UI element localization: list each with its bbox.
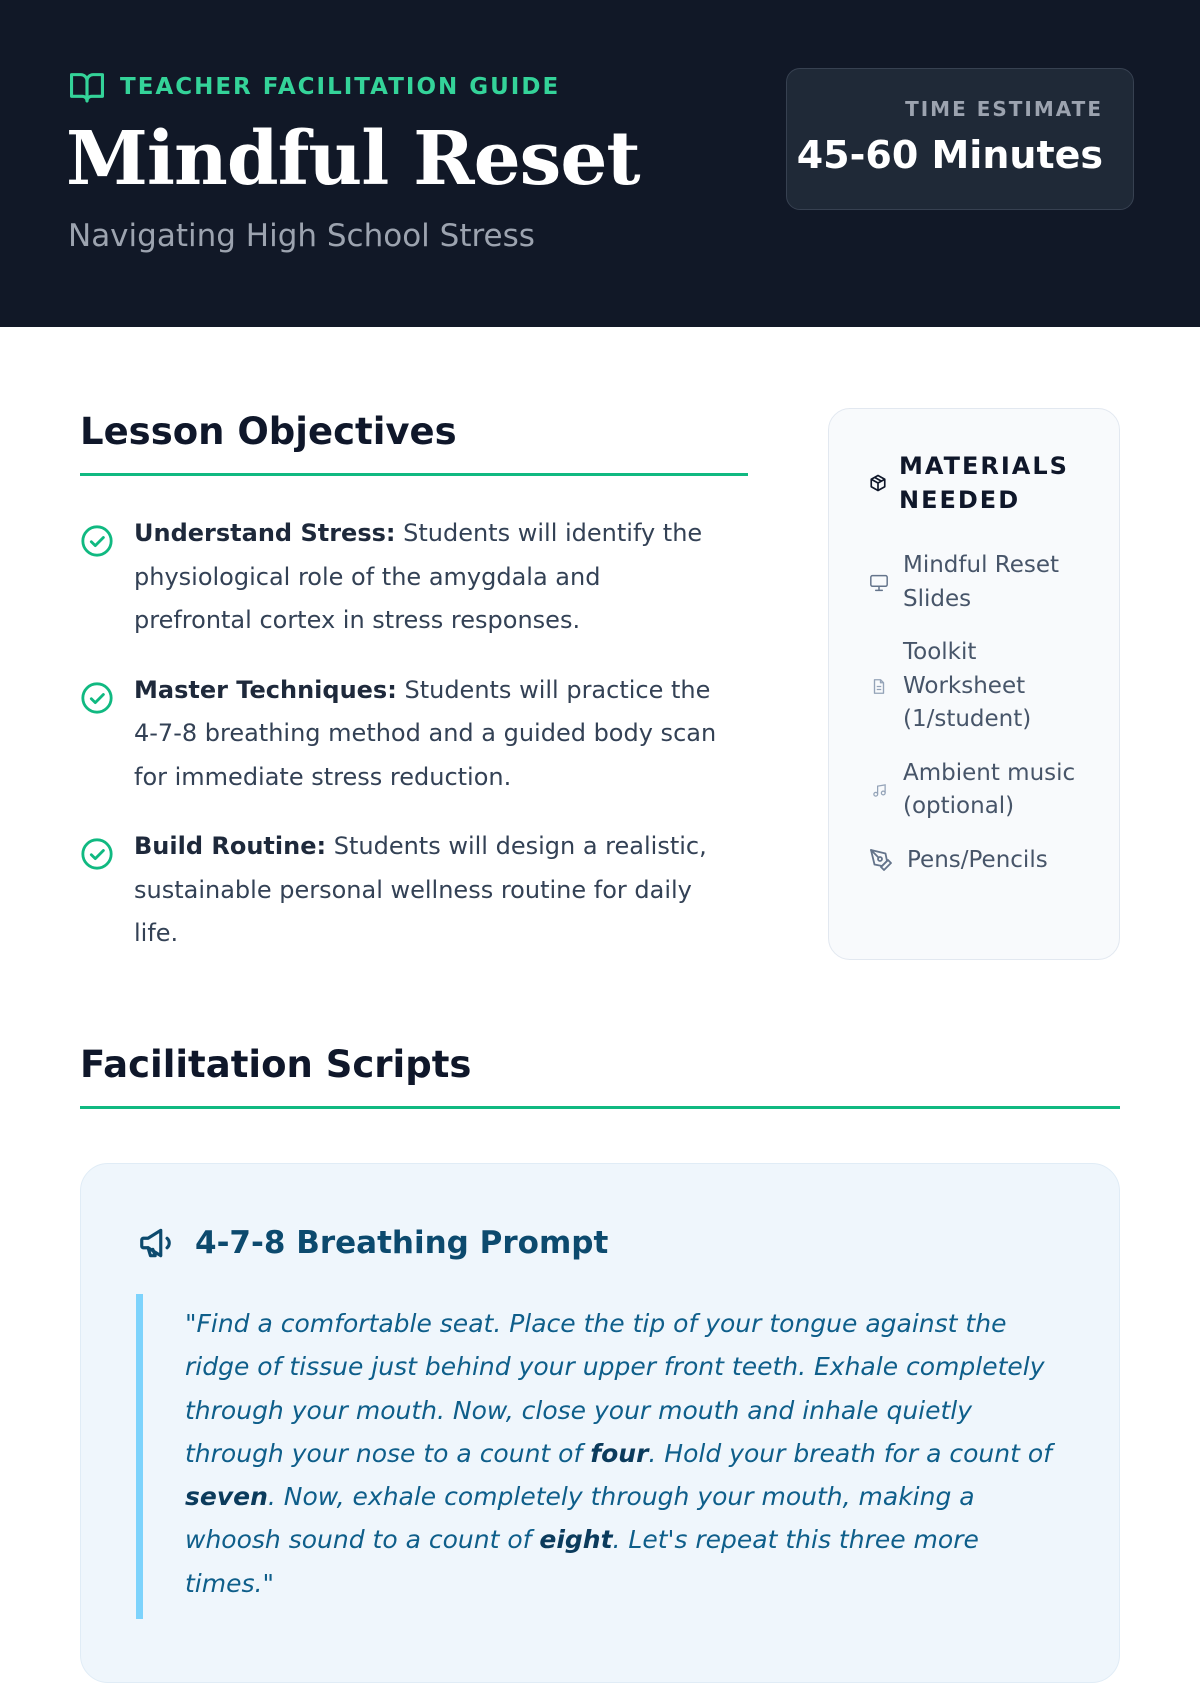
objective-label: Master Techniques:: [134, 675, 397, 704]
objectives-heading: Lesson Objectives: [80, 410, 457, 453]
time-estimate-value: 45-60 Minutes: [796, 133, 1103, 177]
music-note-icon: [872, 783, 887, 798]
objective-item: [80, 825, 720, 956]
material-item: [869, 757, 1089, 824]
scripts-heading: Facilitation Scripts: [80, 1043, 472, 1086]
check-circle-icon: [80, 837, 114, 871]
megaphone-icon: [137, 1224, 175, 1262]
objective-description: Students will practice the 4-7-8 breathing method and a guided body scan for immediate stress reduction.: [134, 675, 717, 791]
check-circle-icon: [80, 681, 114, 715]
material-label: Pens/Pencils: [907, 846, 1048, 873]
package-icon: [869, 474, 887, 492]
monitor-icon: [869, 574, 889, 592]
materials-header: [869, 449, 1089, 517]
objective-label: Build Routine:: [134, 832, 327, 860]
eyebrow-label: TEACHER FACILITATION GUIDE: [120, 74, 561, 100]
header-banner: [0, 0, 1200, 327]
pen-icon: [869, 848, 893, 872]
objectives-list: [80, 512, 720, 982]
material-item: [869, 636, 1089, 737]
time-estimate-label: TIME ESTIMATE: [905, 97, 1103, 121]
time-estimate-card: [786, 68, 1134, 210]
script-quote-text: [185, 1302, 1066, 1605]
page-subtitle: Navigating High School Stress: [68, 218, 535, 254]
objective-description: Students will identify the physiological role of the amygdala and prefrontal cortex in stress responses.: [134, 519, 703, 634]
quote-segment: . Now, exhale completely through your mouth, making a whoosh sound to a count of: [185, 1482, 975, 1555]
breathing-script-card: [80, 1163, 1120, 1683]
objectives-divider: [80, 473, 748, 476]
quote-emphasis: eight: [539, 1525, 613, 1555]
materials-heading: MATERIALS NEEDED: [899, 452, 1069, 514]
objective-label: Understand Stress:: [134, 519, 396, 547]
quote-segment: . Hold your breath for a count of: [648, 1438, 1052, 1468]
material-label: Mindful Reset Slides: [903, 552, 1060, 612]
scripts-divider: [80, 1106, 1120, 1109]
check-circle-icon: [80, 524, 114, 558]
objective-description: Students will design a realistic, sustainable personal wellness routine for daily life.: [134, 832, 707, 947]
quote-segment: "Find a comfortable seat. Place the tip of your tongue against the ridge of tissue just behind your upper front teeth. Exhale completely through your mouth. Now, close your mouth and inhale quietly through your nose to a count of: [185, 1309, 1045, 1468]
script-header: [137, 1224, 608, 1262]
material-item: [869, 844, 1089, 878]
material-label: Ambient music (optional): [903, 759, 1076, 819]
materials-card: [828, 408, 1120, 960]
open-book-icon: [68, 70, 106, 104]
script-quote: [136, 1294, 1066, 1619]
document-icon: [873, 679, 885, 694]
material-item: [869, 549, 1089, 616]
guide-eyebrow: [68, 70, 560, 104]
page-title: Mindful Reset: [66, 116, 640, 202]
quote-emphasis: seven: [185, 1482, 268, 1512]
objective-item: [80, 669, 720, 800]
script-title: 4-7-8 Breathing Prompt: [195, 1225, 609, 1261]
quote-emphasis: four: [590, 1438, 649, 1468]
objective-item: [80, 512, 720, 643]
quote-segment: . Let's repeat this three more times.": [185, 1525, 979, 1598]
material-label: Toolkit Worksheet (1/student): [903, 639, 1032, 732]
